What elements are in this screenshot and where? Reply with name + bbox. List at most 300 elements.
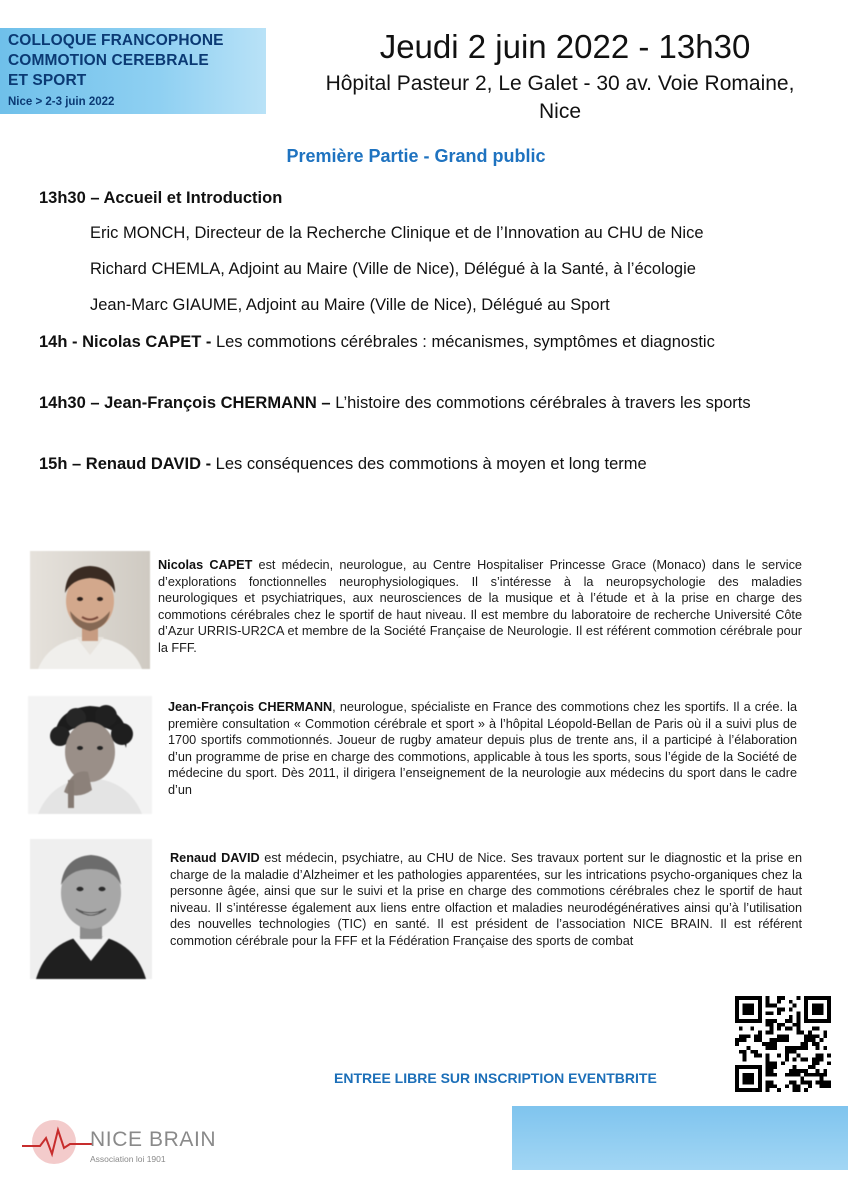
qr-module [808,996,812,1000]
qr-module [747,1008,751,1012]
program-item-capet-topic: Les commotions cérébrales : mécanismes, symptômes et diagnostic [211,333,715,351]
qr-module [747,1011,751,1015]
qr-module [770,1046,774,1050]
nice-brain-logo [22,1118,242,1170]
qr-module [747,1065,751,1069]
qr-module [750,996,754,1000]
qr-module [773,1073,777,1077]
qr-module [735,1077,739,1081]
qr-module [747,1073,751,1077]
program-item-intro-title: 13h30 – Accueil et Introduction [39,189,283,207]
qr-module [766,1019,770,1023]
qr-module [750,1008,754,1012]
qr-module [827,1015,831,1019]
qr-module [785,1046,789,1050]
qr-module [785,1019,789,1023]
qr-module [793,1073,797,1077]
qr-module [823,1084,827,1088]
qr-module [770,1027,774,1031]
qr-module [827,996,831,1000]
qr-module [743,1073,747,1077]
qr-module [796,1069,800,1073]
qr-module [766,1061,770,1065]
qr-module [793,1065,797,1069]
qr-module [739,1034,743,1038]
photo-jean-francois-chermann [28,696,152,814]
qr-module [754,1034,758,1038]
qr-module [743,1080,747,1084]
banner-title-line3: ET SPORT [8,72,87,89]
qr-code[interactable] [735,996,831,1092]
qr-module [823,1019,827,1023]
qr-module [808,1065,812,1069]
qr-module [823,1069,827,1073]
qr-module [750,1019,754,1023]
qr-module [743,1057,747,1061]
qr-module [735,1019,739,1023]
program-item-capet-time: 14h - Nicolas CAPET - [39,333,212,351]
qr-module [827,1019,831,1023]
qr-module [816,1057,820,1061]
qr-module [754,1065,758,1069]
qr-module [773,1061,777,1065]
qr-module [816,1004,820,1008]
qr-module [766,1069,770,1073]
qr-module [804,1019,808,1023]
qr-module [796,1054,800,1058]
program-item-intro [39,186,791,210]
qr-module [773,1004,777,1008]
qr-module [747,1019,751,1023]
qr-module [766,1004,770,1008]
qr-module [827,1061,831,1065]
qr-module [816,1034,820,1038]
qr-module [819,1077,823,1081]
qr-module [766,1000,770,1004]
bio-name-capet: Nicolas CAPET [158,558,253,572]
qr-module [766,1031,770,1035]
qr-module [793,1004,797,1008]
intro-speaker-1: Eric MONCH, Directeur de la Recherche Clinique et de l’Innovation au CHU de Nice [90,224,704,242]
qr-module [758,1054,762,1058]
qr-module [816,1080,820,1084]
qr-module [812,1008,816,1012]
qr-module [758,1004,762,1008]
qr-module [766,1054,770,1058]
qr-module [773,1019,777,1023]
qr-module [804,1080,808,1084]
qr-module [812,1011,816,1015]
qr-module [827,1004,831,1008]
qr-module [804,1038,808,1042]
qr-module [812,1061,816,1065]
qr-module [758,1038,762,1042]
qr-module [750,1004,754,1008]
qr-module [812,1073,816,1077]
qr-module [777,1011,781,1015]
qr-module [827,1084,831,1088]
qr-module [766,1042,770,1046]
qr-module [735,996,739,1000]
qr-module [812,1038,816,1042]
address-line2: Nice [538,100,581,123]
qr-module [785,1027,789,1031]
qr-module [754,1019,758,1023]
qr-module [770,1080,774,1084]
qr-module [816,1019,820,1023]
qr-module [750,1073,754,1077]
qr-module [758,1088,762,1092]
qr-module [800,1069,804,1073]
qr-module [777,1027,781,1031]
qr-module [796,1015,800,1019]
qr-module [823,1046,827,1050]
qr-module [743,1034,747,1038]
qr-module [812,996,816,1000]
qr-module [796,1046,800,1050]
qr-module [785,1057,789,1061]
qr-module [743,1050,747,1054]
qr-module [796,1073,800,1077]
qr-module [777,1088,781,1092]
qr-module [758,1019,762,1023]
qr-module [804,1015,808,1019]
qr-module [739,1088,743,1092]
qr-module [777,1000,781,1004]
banner-dates: Nice > 2-3 juin 2022 [8,96,115,108]
qr-module [758,1011,762,1015]
qr-module [766,1057,770,1061]
qr-module [750,1027,754,1031]
program-item-david-topic: Les conséquences des commotions à moyen et long terme [211,455,647,473]
qr-module [827,1000,831,1004]
qr-module [739,1027,743,1031]
qr-module [766,1023,770,1027]
qr-module [796,1011,800,1015]
qr-module [793,1050,797,1054]
qr-module [754,1088,758,1092]
qr-module [785,1084,789,1088]
qr-module [823,1034,827,1038]
qr-module [770,1031,774,1035]
qr-module [747,1034,751,1038]
qr-module [804,996,808,1000]
qr-module [808,1084,812,1088]
qr-module [781,1023,785,1027]
qr-module [816,1027,820,1031]
qr-module [796,1027,800,1031]
qr-module [785,1038,789,1042]
bio-text-chermann: , neurologue, spécialiste en France des commotions chez les sportifs. Il a crée. la première consultation « Commotion cérébrale et sport » à l’hôpital Léopold-Bellan de Paris où il a suivi plus de 1700 sportifs commotionnés. Joueur de rugby amateur depuis plus de trente ans, il a participé à l’élaboration d’un programme de prise en charge des commotions, applicable à tous les sports, sous l’égide de la Société de médecine du sport. Dès 2011, il dirigera l’enseignement de la neurologie aux médecins du sport dans le cadre d’un [168,700,797,797]
qr-module [743,1008,747,1012]
qr-module [793,1084,797,1088]
qr-module [804,1000,808,1004]
qr-module [766,1065,770,1069]
qr-module [739,996,743,1000]
qr-module [773,1042,777,1046]
qr-module [789,1069,793,1073]
qr-module [789,1015,793,1019]
qr-module [789,1050,793,1054]
qr-module [781,996,785,1000]
qr-module [819,1057,823,1061]
qr-module [766,996,770,1000]
qr-module [804,1008,808,1012]
qr-module [812,1065,816,1069]
qr-module [743,1011,747,1015]
qr-module [750,1077,754,1081]
qr-module [758,1073,762,1077]
qr-module [754,1050,758,1054]
photo-nicolas-capet [30,551,150,669]
qr-module [808,1019,812,1023]
qr-module [796,1084,800,1088]
qr-module [808,1031,812,1035]
qr-module [770,1038,774,1042]
qr-module [819,1004,823,1008]
qr-module [808,1080,812,1084]
qr-module [812,1042,816,1046]
qr-module [766,1011,770,1015]
qr-module [812,1057,816,1061]
qr-module [754,1038,758,1042]
qr-module [796,1019,800,1023]
qr-module [770,1019,774,1023]
qr-module [758,1077,762,1081]
qr-module [750,1088,754,1092]
event-address [280,70,840,126]
qr-module [758,1084,762,1088]
qr-module [823,1080,827,1084]
qr-module [735,1069,739,1073]
qr-module [777,1038,781,1042]
qr-module [766,1073,770,1077]
qr-module [743,1038,747,1042]
qr-module [777,996,781,1000]
qr-module [758,1000,762,1004]
qr-module [804,1034,808,1038]
qr-module [823,1073,827,1077]
qr-module [747,1046,751,1050]
qr-module [816,1042,820,1046]
qr-module [762,1042,766,1046]
qr-module [754,996,758,1000]
program-item-capet [39,330,791,354]
qr-module [819,996,823,1000]
qr-module [800,1077,804,1081]
qr-module [819,1054,823,1058]
program-item-david-time: 15h – Renaud DAVID - [39,455,212,473]
qr-module [758,1031,762,1035]
qr-module [808,1034,812,1038]
qr-module [827,1080,831,1084]
qr-module [816,1054,820,1058]
qr-module [735,1080,739,1084]
qr-module [777,1008,781,1012]
program-item-chermann-topic: L’histoire des commotions cérébrales à travers les sports [330,394,751,412]
banner-title-line1: COLLOQUE FRANCOPHONE [8,32,224,49]
section-title: Première Partie - Grand public [286,146,546,166]
qr-module [735,1015,739,1019]
qr-module [793,1080,797,1084]
qr-module [819,1038,823,1042]
qr-module [800,1080,804,1084]
qr-module [770,1065,774,1069]
qr-module [770,1023,774,1027]
bio-name-david: Renaud DAVID [170,851,260,865]
qr-module [800,1042,804,1046]
qr-module [785,1054,789,1058]
qr-module [816,1011,820,1015]
qr-module [770,1061,774,1065]
bio-text-capet: est médecin, neurologue, au Centre Hospitaliser Princesse Grace (Monaco) dans le service d’explorations fonctionnelles neurophysiologiques. Il s’intéresse à la neuropsychologie des maladies neurologiques et psychiatriques, aux neurosciences de la musique et à l’étude et à la prise en charge des commotions cérébrales chez le sportif de haut niveau. Il est membre du laboratoire de recherche Université Côte d’Azur URRIS-UR2CA et membre de la Société Française de Neurologie. Il est référent commotion cérébrale pour la FFF. [158,558,802,655]
qr-module [739,1019,743,1023]
qr-module [789,1019,793,1023]
qr-module [766,1080,770,1084]
qr-module [793,1069,797,1073]
qr-module [812,1027,816,1031]
bio-jean-francois-chermann [168,699,797,799]
qr-module [770,1042,774,1046]
qr-module [804,1042,808,1046]
qr-module [770,1069,774,1073]
bio-nicolas-capet [158,557,802,657]
qr-module [793,1023,797,1027]
qr-module [743,996,747,1000]
qr-module [793,1088,797,1092]
qr-module [739,1065,743,1069]
qr-module [789,1073,793,1077]
qr-module [816,1008,820,1012]
qr-module [827,1011,831,1015]
qr-module [789,1046,793,1050]
qr-module [735,1038,739,1042]
qr-module [770,1084,774,1088]
qr-module [812,1034,816,1038]
qr-module [754,1054,758,1058]
qr-module [812,1004,816,1008]
qr-module [743,1088,747,1092]
qr-module [743,1019,747,1023]
qr-module [766,1088,770,1092]
qr-module [773,1065,777,1069]
qr-module [804,1073,808,1077]
qr-module [793,1057,797,1061]
qr-module [816,996,820,1000]
qr-module [819,1011,823,1015]
qr-module [804,1069,808,1073]
qr-module [793,1046,797,1050]
qr-module [750,1065,754,1069]
qr-module [735,1073,739,1077]
qr-module [743,1077,747,1081]
qr-module [816,1073,820,1077]
qr-module [800,1057,804,1061]
qr-module [758,1015,762,1019]
qr-module [739,1038,743,1042]
qr-module [785,1073,789,1077]
qr-module [804,1057,808,1061]
qr-module [758,1080,762,1084]
qr-module [789,1027,793,1031]
banner-title-line2: COMMOTION CEREBRALE [8,52,209,69]
event-banner [0,28,266,114]
qr-module [766,1046,770,1050]
qr-module [796,1031,800,1035]
qr-module [819,1073,823,1077]
qr-module [773,1038,777,1042]
qr-module [781,1038,785,1042]
qr-module [800,1046,804,1050]
qr-module [743,1004,747,1008]
program-item-david [39,452,791,476]
registration-call-to-action: ENTREE LIBRE SUR INSCRIPTION EVENTBRITE [334,1070,657,1086]
qr-module [804,1046,808,1050]
qr-module [735,1004,739,1008]
qr-module [739,1050,743,1054]
qr-module [789,1000,793,1004]
qr-module [735,1011,739,1015]
intro-speaker-3: Jean-Marc GIAUME, Adjoint au Maire (Ville de Nice), Délégué au Sport [90,296,610,314]
logo-name: NICE BRAIN [90,1128,217,1151]
qr-module [735,1065,739,1069]
qr-module [781,1061,785,1065]
qr-module [770,1004,774,1008]
qr-module [796,996,800,1000]
qr-module [781,1034,785,1038]
qr-module [735,1000,739,1004]
qr-module [823,1031,827,1035]
qr-module [735,1084,739,1088]
qr-module [747,996,751,1000]
photo-renaud-david [30,839,152,979]
address-line1: Hôpital Pasteur 2, Le Galet - 30 av. Voie Romaine, [325,72,795,95]
qr-module [781,1008,785,1012]
bio-text-david: est médecin, psychiatre, au CHU de Nice. Ses travaux portent sur le diagnostic et la prise en charge de la maladie d’Alzheimer et les pathologies apparentées, sur les intrications psycho-organiques chez la personne âgée, ainsi que sur le suivi et la prise en charge des commotions cérébrales chez le sportif de haut niveau. Il s’intéresse également aux liens entre olfaction et maladies neurodégénératives ainsi qu’à l’utilisation des nouvelles technologies (TIC) en santé. Il est président de l’association NICE BRAIN. Il est référent commotion cérébrale pour la FFF et la Fédération Française des sports de combat [170,851,802,948]
bio-name-chermann: Jean-François CHERMANN [168,700,333,714]
qr-module [823,996,827,1000]
qr-module [773,1084,777,1088]
program-item-chermann-time: 14h30 – Jean-François CHERMANN – [39,394,331,412]
qr-module [816,1046,820,1050]
qr-module [766,1084,770,1088]
qr-module [785,1050,789,1054]
brain-wave-icon [22,1118,92,1170]
qr-module [747,1088,751,1092]
qr-module [770,1011,774,1015]
qr-module [758,1034,762,1038]
qr-module [800,1031,804,1035]
qr-module [808,1073,812,1077]
qr-module [816,1069,820,1073]
qr-module [804,1011,808,1015]
qr-module [750,1080,754,1084]
qr-module [735,1042,739,1046]
logo-subtitle: Association loi 1901 [90,1154,166,1164]
qr-module [758,1065,762,1069]
qr-module [743,1065,747,1069]
qr-module [777,1034,781,1038]
program-item-chermann [39,391,791,415]
qr-module [796,1088,800,1092]
qr-module [747,1077,751,1081]
footer-band [512,1106,848,1170]
qr-module [827,1008,831,1012]
qr-module [777,1054,781,1058]
qr-module [796,1023,800,1027]
qr-module [750,1050,754,1054]
qr-module [819,1008,823,1012]
